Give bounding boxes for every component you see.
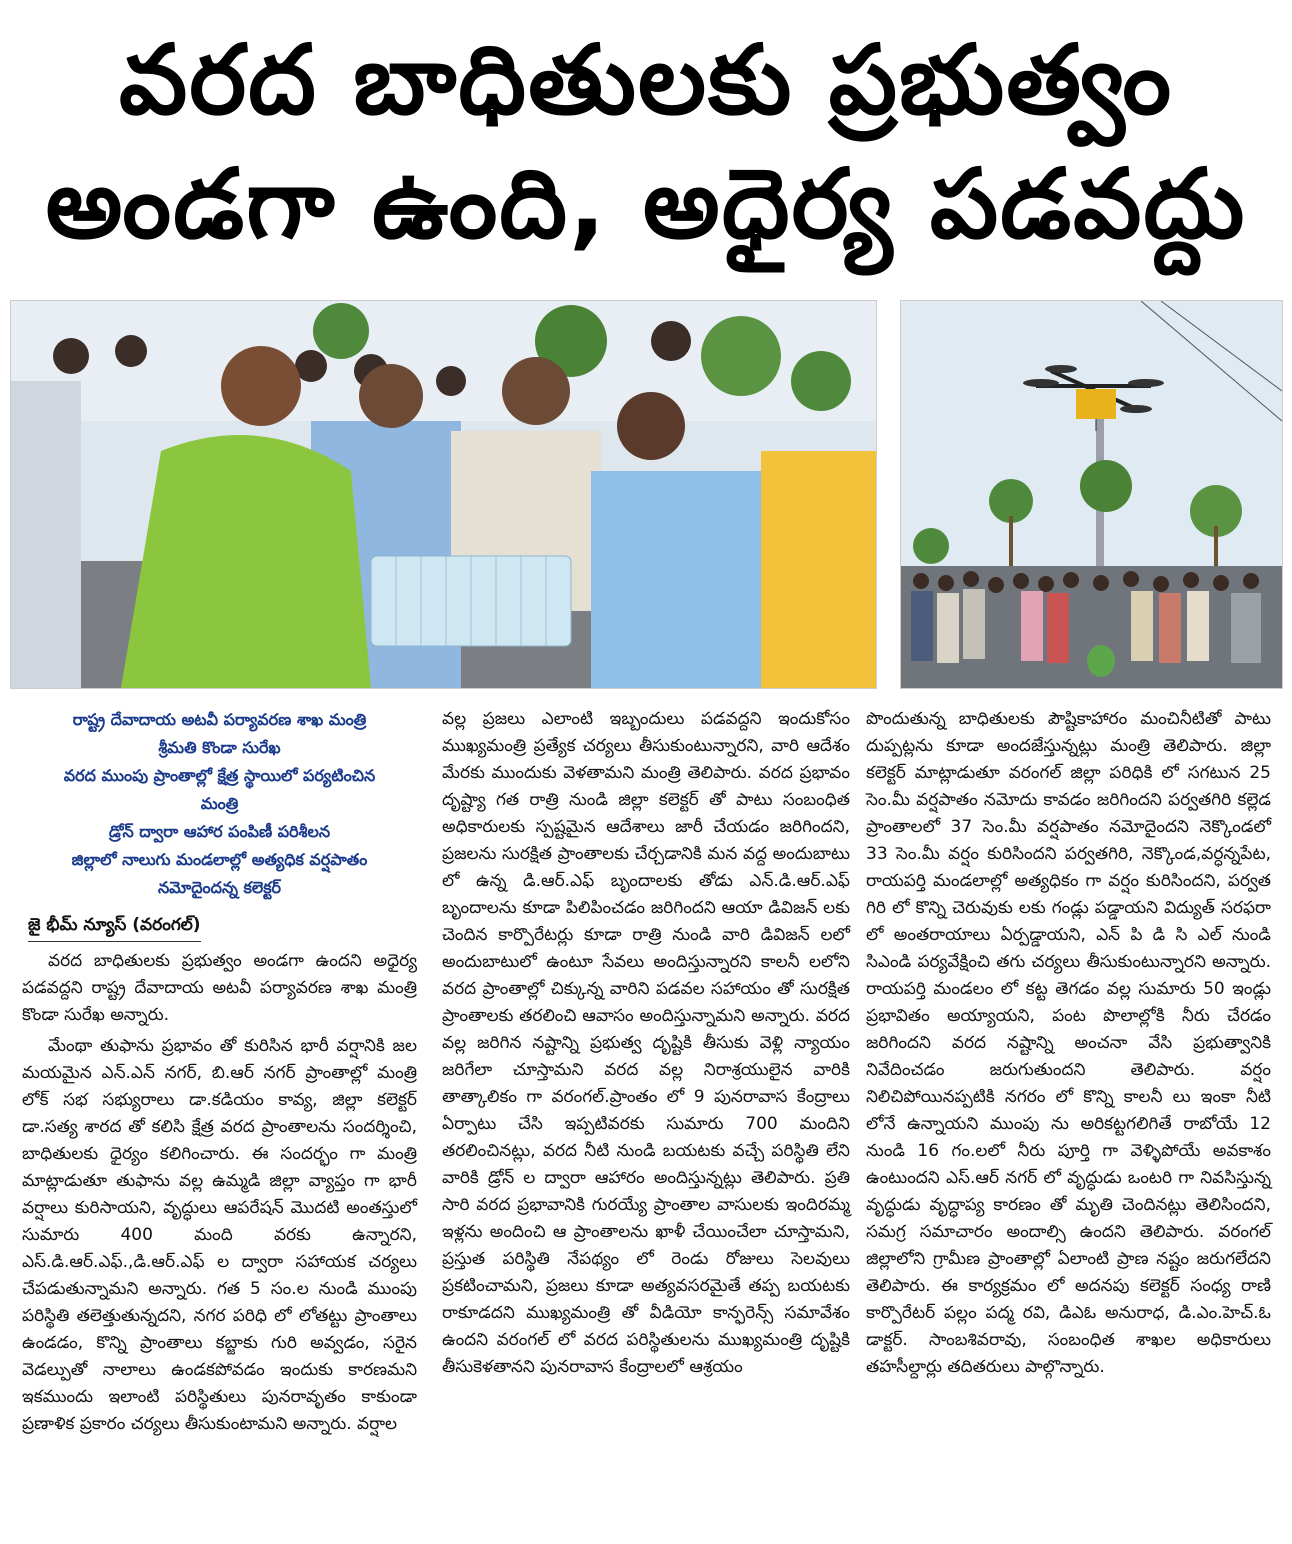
photo-drone-food-delivery <box>900 300 1283 689</box>
headline-line-2: అండగా ఉంది, అధైర్య పడవద్దు <box>45 148 1247 260</box>
article-paragraph-2: మేంథా తుఫాను ప్రభావం తో కురిసిన భారీ వర్షానికి జల మయమైన ఎన్.ఎన్ నగర్, బి.ఆర్ నగర్ ప్రాంతాల్లో మంత్రి లోక్ సభ సభ్యురాలు డా.కడియం కావ్య, జిల్లా కలెక్టర్ డా.సత్య శారద తో కలిసి క్షేత్ర వరద ప్రాంతాలను సందర్శించి, బాధితులకు ధైర్యం కలిగించారు. ఈ సందర్భం గా మంత్రి మాట్లాడుతూ తుఫాను వల్ల ఉమ్మడి జిల్లా వ్యాప్తం గా భారీ వర్షాలు కురిసాయని, వృద్ధులు ఆపరేషన్ మొదటి అంతస్తులో సుమారు 400 మంది వరకు ఉన్నారని, ఎస్.డి.ఆర్.ఎఫ్.,డి.ఆర్.ఎఫ్ ల ద్వారా సహాయక చర్యలు చేపడుతున్నామని అన్నారు. గత 5 సం.ల నుండి ముంపు పరిస్థితి తలెత్తుతున్నదని, నగర పరిధి లో లోతట్టు ప్రాంతాలు ఉండడం, కొన్ని ప్రాంతాలు కబ్జాకు గురి అవ్వడం, సరైన వెడల్పుతో నాలాలు ఉండకపోవడం ఇందుకు కారణమని ఇకముందు ఇలాంటి పరిస్థితులు పునరావృతం కాకుండా ప్రణాళిక ప్రకారం చర్యలు తీసుకుంటామని అన్నారు. వర్షాల <box>22 1036 417 1434</box>
article-column-3 <box>866 706 1271 1381</box>
subheadings <box>22 706 417 902</box>
photo-1-illustration <box>11 301 876 688</box>
subhead-1: రాష్ట్ర దేవాదాయ అటవీ పర్యావరణ శాఖ మంత్రి <box>72 710 367 729</box>
photo-2-illustration <box>901 301 1282 688</box>
article-column-3-text: పొందుతున్న బాధితులకు పౌష్టికాహారం మంచినీటితో పాటు దుప్పట్లను కూడా అందజేస్తున్నట్లు మంత్రి తెలిపారు. జిల్లా కలెక్టర్ మాట్లాడుతూ వరంగల్ జిల్లా పరిధికి లో సగటున 25 సెం.మీ వర్షపాతం నమోదు కావడం జరిగిందని పర్వతగిరి కల్లెడ ప్రాంతాలలో 37 సెం.మీ వర్షపాతం నమోదైందని నెక్కొండలో 33 సెం.మీ వర్షం కురిసిందని పర్వతగిరి, నెక్కొండ,వర్ధన్నపేట, రాయపర్తి మండలాల్లో అత్యధికం గా వర్షం కురిసిందని, పర్వత గిరి లో కొన్ని చెరువుకు లకు గండ్లు పడ్డాయని విద్యుత్ సరఫరా లో అంతరాయాలు ఏర్పడ్డాయని, ఎన్ పి డి సి ఎల్ నుండి సిఎండి పర్యవేక్షించి తగు చర్యలు తీసుకుంటున్నారని అన్నారు. రాయపర్తి మండలం లో కట్ట తెగడం వల్ల సుమారు 50 ఇండ్లు ప్రభావితం అయ్యాయని, పంట పొలాల్లోకి నీరు చేరడం జరిగిందని వరద నష్టాన్ని అంచనా వేసి ప్రభుత్వానికి నివేదించడం జరుగుతుందని తెలిపారు. వర్షం నిలిచిపోయినప్పటికి నగరం లో కొన్ని కాలనీ లు ఇంకా నీటి లోనే ఉన్నాయని ముంపు ను అరికట్టగలిగితే రాబోయే 12 నుండి 16 గం.లలో నీరు పూర్తి గా వెళ్ళిపోయే అవకాశం ఉంటుందని ఎస్.ఆర్ నగర్ లో వృద్ధుడు ఒంటరి గా నివసిస్తున్న వృద్ధుడు వృద్ధాప్య కారణం తో మృతి చెందినట్లు తెలిసిందని, సమగ్ర సమాచారం అందాల్సి ఉందని తెలిపారు. వరంగల్ జిల్లాలోని గ్రామీణ ప్రాంతాల్లో ఏలాంటి ప్రాణ నష్టం జరుగలేదని తెలిపారు. ఈ కార్యక్రమం లో అదనపు కలెక్టర్ సంధ్య రాణి కార్పొరేటర్ పల్లం పద్మ రవి, డిఎఓ అనురాధ, డి.ఎం.హెచ్.ఓ డాక్టర్. సాంబశివరావు, సంబంధిత శాఖల అధికారులు తహసీల్దార్లు తదితరులు పాల్గొన్నారు. <box>866 709 1271 1377</box>
headline-line-1: వరద బాధితులకు ప్రభుత్వం <box>119 24 1173 136</box>
article-column-2-text: వల్ల ప్రజలు ఎలాంటి ఇబ్బందులు పడవద్దని ఇందుకోసం ముఖ్యమంత్రి ప్రత్యేక చర్యలు తీసుకుంటున్నారని, వారి ఆదేశం మేరకు ముందుకు వెళతామని మంత్రి తెలిపారు. వరద ప్రభావం దృష్ట్యా గత రాత్రి నుండి జిల్లా కలెక్టర్ తో పాటు సంబంధిత అధికారులకు స్పష్టమైన ఆదేశాలు జారీ చేయడం జరిగిందని, ప్రజలను సురక్షిత ప్రాంతాలకు చేర్చడానికి మన వద్ద అందుబాటు లో ఉన్న డి.ఆర్.ఎఫ్ బృందాలకు తోడు ఎన్.డి.ఆర్.ఎఫ్ బృందాలను కూడా పిలిపించడం జరిగిందని ఆయా డివిజన్ లకు చెందిన కార్పొరేటర్లు కూడా రాత్రి నుండి వారి డివిజన్ లలో అందుబాటులో ఉంటూ సేవలు అందిస్తున్నారని కాలనీ లలోని వరద ప్రాంతాల్లో చిక్కున్న వారిని పడవల సహాయం తో సురక్షిత ప్రాంతాలకు తరలించి ఆవాసం అందిస్తున్నామని అన్నారు. వరద వల్ల జరిగిన నష్టాన్ని ప్రభుత్వ దృష్టికి తీసుకు వెళ్లి న్యాయం జరిగేలా చూస్తామని వరద వల్ల నిరాశ్రయులైన వారికి తాత్కాలికం గా వరంగల్.ప్రాంతం లో 9 పునరావాస కేంద్రాలు ఏర్పాటు చేసి ఇప్పటివరకు సుమారు 700 మందిని తరలించినట్లు, వరద నీటి నుండి బయటకు వచ్చే పరిస్థితి లేని వారికి డ్రోన్ ల ద్వారా ఆహారం అందిస్తున్నట్లు తెలిపారు. ప్రతి సారి వరద ప్రభావానికి గురయ్యే ప్రాంతాల వాసులకు ఇందిరమ్మ ఇళ్లను అందించి ఆ ప్రాంతాలను ఖాళీ చేయించేలా చూస్తామని, ప్రస్తుత పరిస్థితి నేపథ్యం లో రెండు రోజులు సెలవులు ప్రకటించామని, ప్రజలు కూడా అత్యవసరమైతే తప్ప బయటకు రాకూడదని ముఖ్యమంత్రి తో వీడియో కాన్ఫరెన్స్ సమావేశం ఉందని వరంగల్ లో వరద పరిస్థితులను ముఖ్యమంత్రి దృష్టికి తీసుకెళతానని పునరావాస కేంద్రాలలో ఆశ్రయం <box>442 709 850 1377</box>
headline <box>0 18 1292 266</box>
subhead-7: నమోదైందన్న కలెక్టర్ <box>157 878 282 897</box>
byline: జై భీమ్ న్యూస్ (వరంగల్) <box>28 912 201 942</box>
subhead-6: జిల్లాలో నాలుగు మండలాల్లో అత్యధిక వర్షపాతం <box>71 850 368 869</box>
article-paragraph-1: వరద బాధితులకు ప్రభుత్వం అండగా ఉందని అధైర్య పడవద్దని రాష్ట్ర దేవాదాయ అటవీ పర్యావరణ శాఖ మంత్రి కొండా సురేఖ అన్నారు. <box>22 951 417 1025</box>
photo-minister-distributing-water <box>10 300 877 689</box>
subhead-4: మంత్రి <box>200 794 239 813</box>
subhead-3: వరద ముంపు ప్రాంతాల్లో క్షేత్ర స్థాయిలో పర్యటించిన <box>63 766 376 785</box>
subhead-2: శ్రీమతి కొండా సురేఖ <box>158 738 281 757</box>
article-column-1 <box>22 706 417 1442</box>
subhead-5: డ్రోన్ ద్వారా ఆహార పంపిణీ పరిశీలన <box>108 822 331 841</box>
article-column-2 <box>442 706 850 1381</box>
